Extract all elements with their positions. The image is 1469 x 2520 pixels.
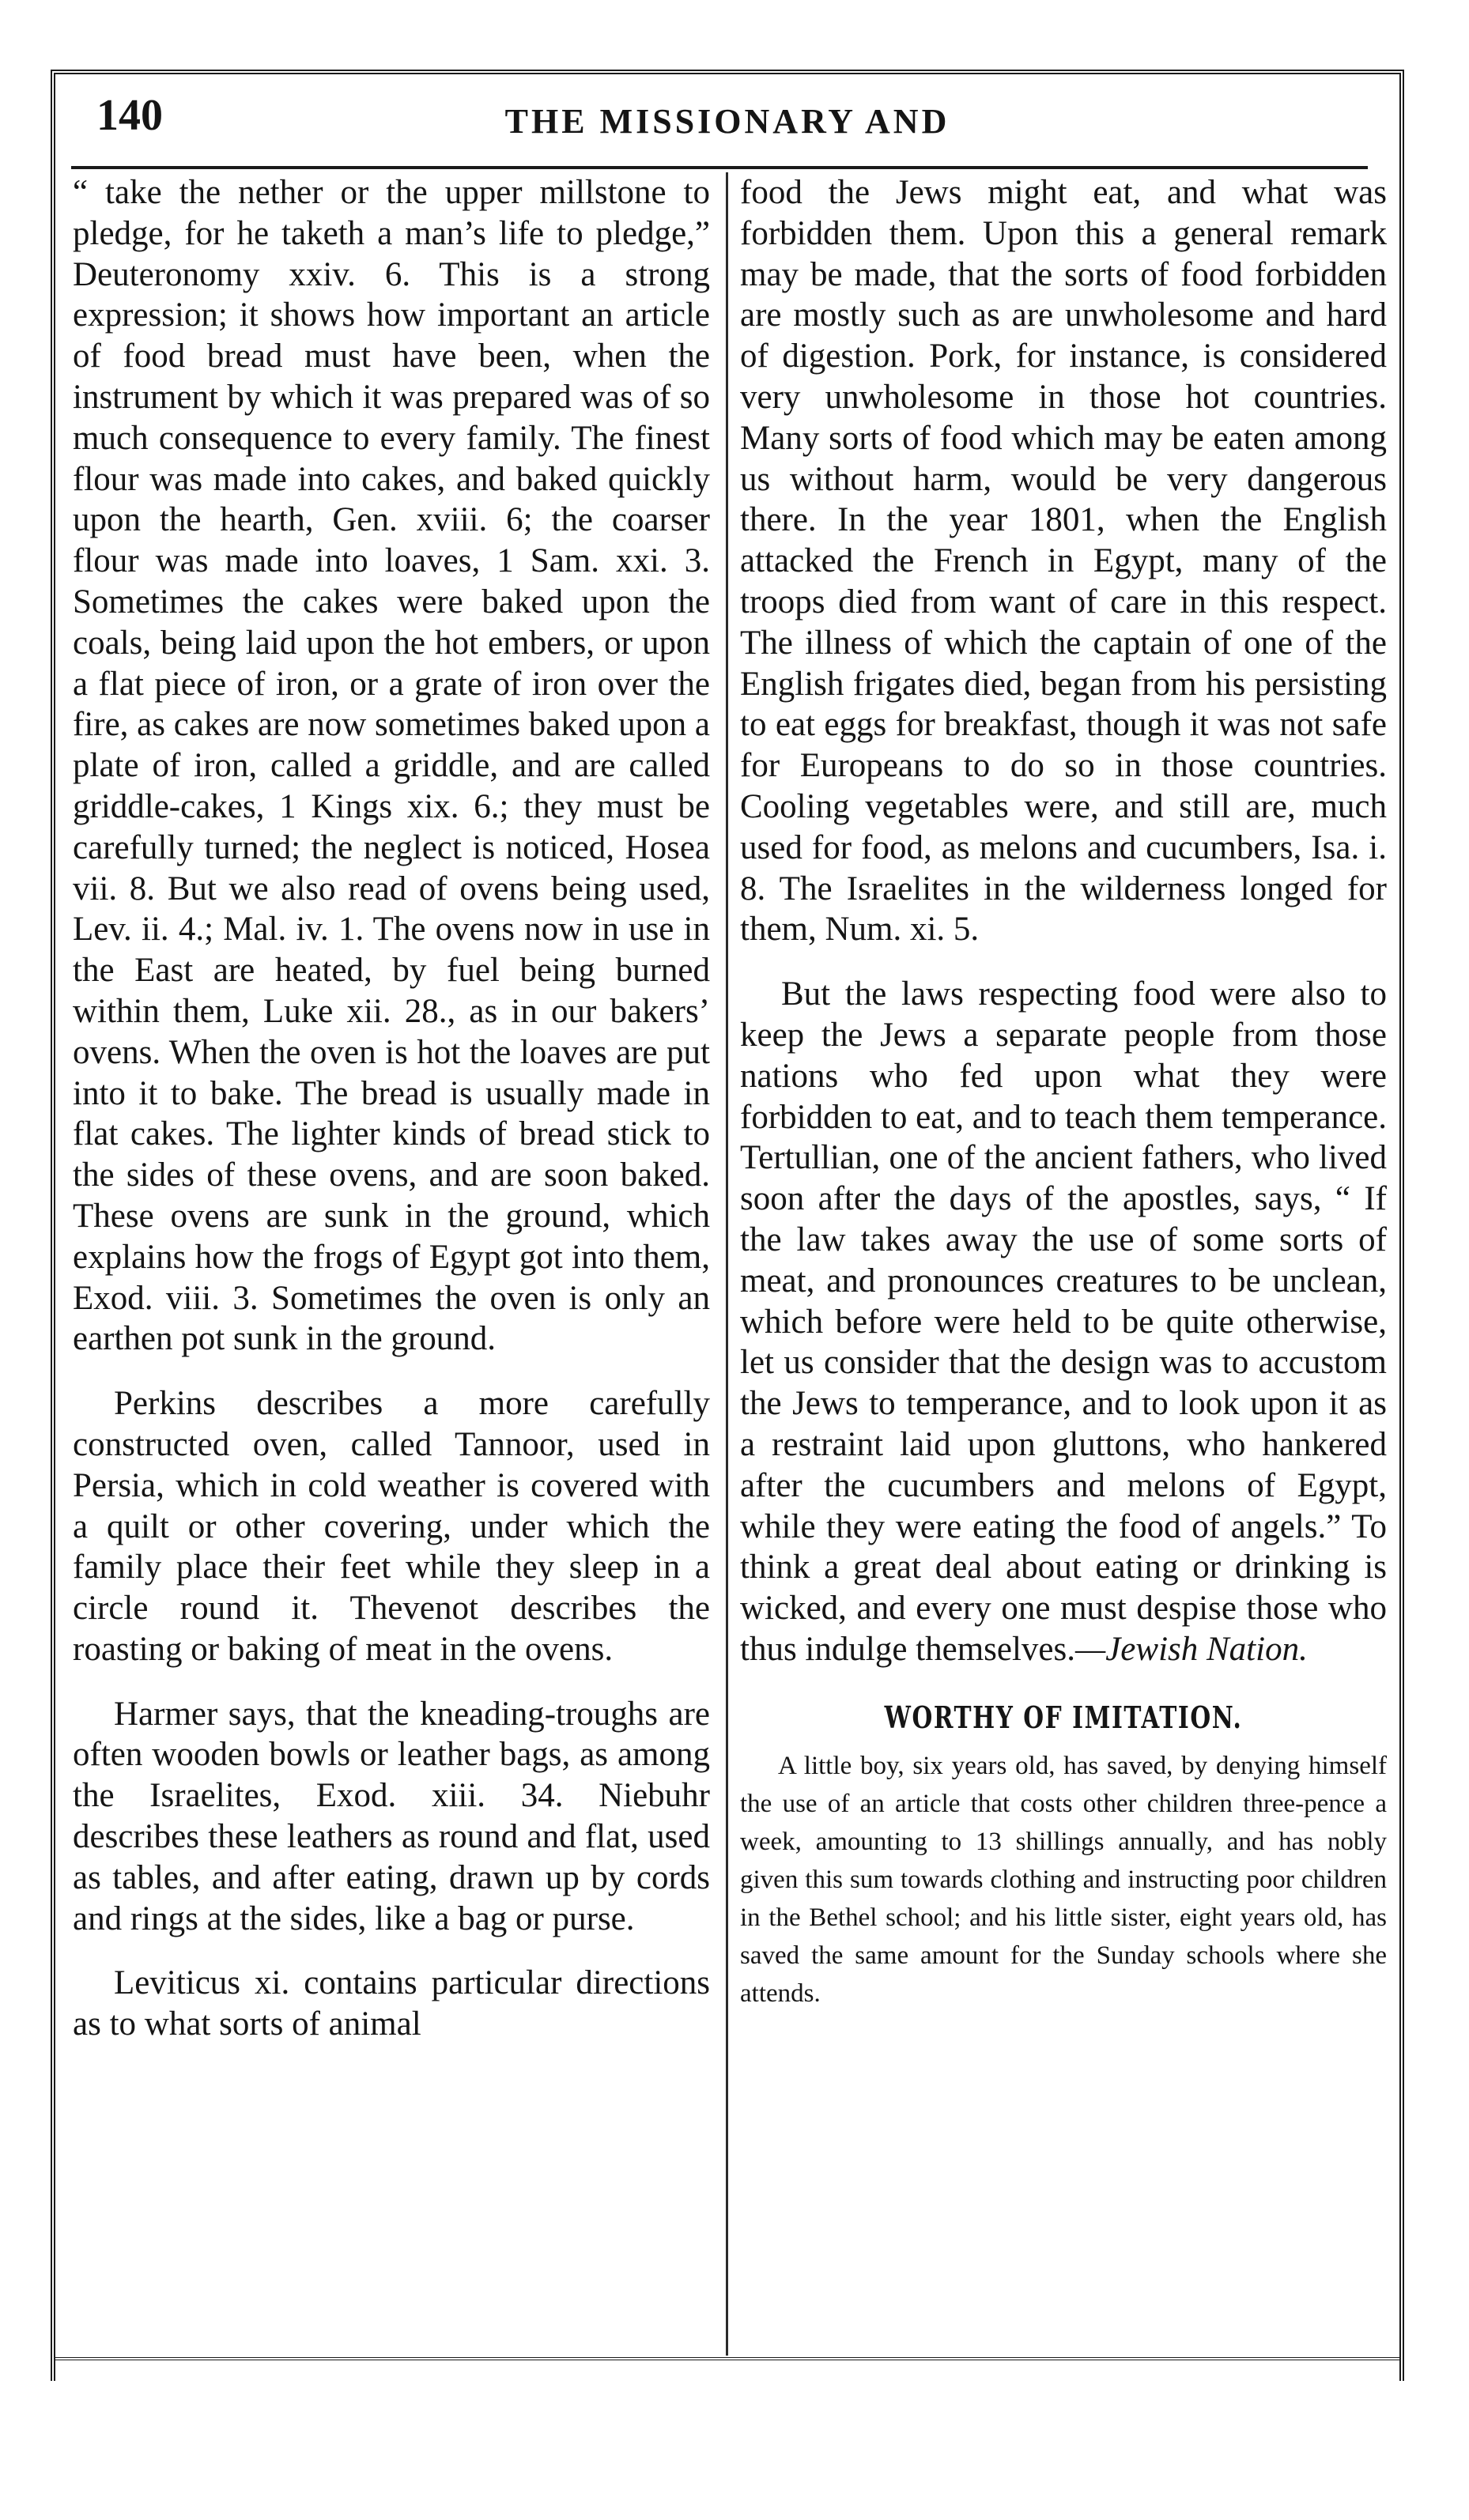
left-column: [73, 172, 710, 2045]
section-heading: WORTHY OF IMITATION.: [884, 1699, 1243, 1735]
paragraph-temperance-text: But the laws respecting food were also to keep the Jews a separate people from those nations who fed upon what they were forbidden to eat, and to teach them temperance. Tertullian, one of the ancient fathers, who lived soon after the days of the apostles, says, “ If the law takes away the use of some sorts of meat, and pronounces creatures to be unclean, which before were held to be quite otherwise, let us consider that the design was to accustom the Jews to temperance, and to look upon it as a restraint laid upon gluttons, who hankered after the cucumbers and melons of Egypt, while they were eating the food of angels.” To think a great deal about eating or drinking is wicked, and every one must despise those who thus indulge themselves.: [740, 975, 1387, 1668]
running-title: THE MISSIONARY AND: [504, 102, 950, 141]
page-header: [51, 79, 1404, 172]
paragraph-harmer: Harmer says, that the kneading-troughs are often wooden bowls or leather bags, as among the Israelites, Exod. xiii. 34. Niebuhr describes these leathers as round and flat, used as tables, and after eating, drawn up by cords and rings at the sides, like a bag or purse.: [73, 1695, 710, 1937]
paragraph-bread-ovens: “ take the nether or the upper millstone to pledge, for he taketh a man’s life to pledge,” Deuteronomy xxiv. 6. This is a strong expression; it shows how important an article of food bread must have been, when the instrument by which it was prepared was of so much consequence to every family. The finest flour was made into cakes, and baked quickly upon the hearth, Gen. xviii. 6; the coarser flour was made into loaves, 1 Sam. xxi. 3. Sometimes the cakes were baked upon the coals, being laid upon the hot embers, or upon a flat piece of iron, or a grate of iron over the fire, as cakes are now sometimes baked upon a plate of iron, called a griddle, and are called griddle-cakes, 1 Kings xix. 6.; they must be carefully turned; the neglect is noticed, Hosea vii. 8. But we also read of ovens being used, Lev. ii. 4.; Mal. iv. 1. The ovens now in use in the East are heated, by fuel being burned within them, Luke xii. 28., as in our bakers’ ovens. When the oven is hot the loaves are put into it to bake. The bread is usually made in flat cakes. The lighter kinds of bread stick to the sides of these ovens, and are soon baked. These ovens are sunk in the ground, which explains how the frogs of Egypt got into them, Exod. viii. 3. Sometimes the oven is only an earthen pot sunk in the ground.: [73, 174, 710, 1358]
paragraph-worthy-of-imitation: A little boy, six years old, has saved, by denying himself the use of an article that costs other children three-pence a week, amounting to 13 shillings annually, and has nobly given this sum towards clothing and instructing poor children in the Bethel school; and his little sister, eight years old, has saved the same amount for the Sunday schools where she attends.: [740, 1752, 1387, 2009]
paragraph-food-laws: food the Jews might eat, and what was forbidden them. Upon this a general remark may be made, that the sorts of food forbidden are mostly such as are unwholesome and hard of digestion. Pork, for instance, is considered very unwholesome in those hot countries. Many sorts of food which may be eaten among us without harm, would be very dangerous there. In the year 1801, when the English attacked the French in Egypt, many of the troops died from want of care in this respect. The illness of which the captain of one of the English frigates died, began from his persisting to eat eggs for breakfast, though it was not safe for Europeans to do so in those countries. Cooling vegetables were, and still are, much used for food, as melons and cucumbers, Isa. i. 8. The Israelites in the wilderness longed for them, Num. xi. 5.: [740, 174, 1387, 949]
paragraph-temperance: [740, 974, 1387, 1670]
right-column: [740, 172, 1387, 2013]
header-rule: [71, 166, 1368, 169]
source-attribution: —Jewish Nation.: [1074, 1630, 1308, 1668]
page-number: 140: [96, 91, 163, 140]
column-divider: [726, 172, 728, 2356]
paragraph-perkins: Perkins describes a more carefully constructed oven, called Tannoor, used in Persia, which in cold weather is covered with a quilt or other covering, under which the family place their feet while they sleep in a circle round it. Thevenot describes the roasting or baking of meat in the ovens.: [73, 1385, 710, 1668]
bottom-rule: [55, 2357, 1399, 2360]
paragraph-leviticus: Leviticus xi. contains particular directions as to what sorts of animal: [73, 1964, 710, 2043]
